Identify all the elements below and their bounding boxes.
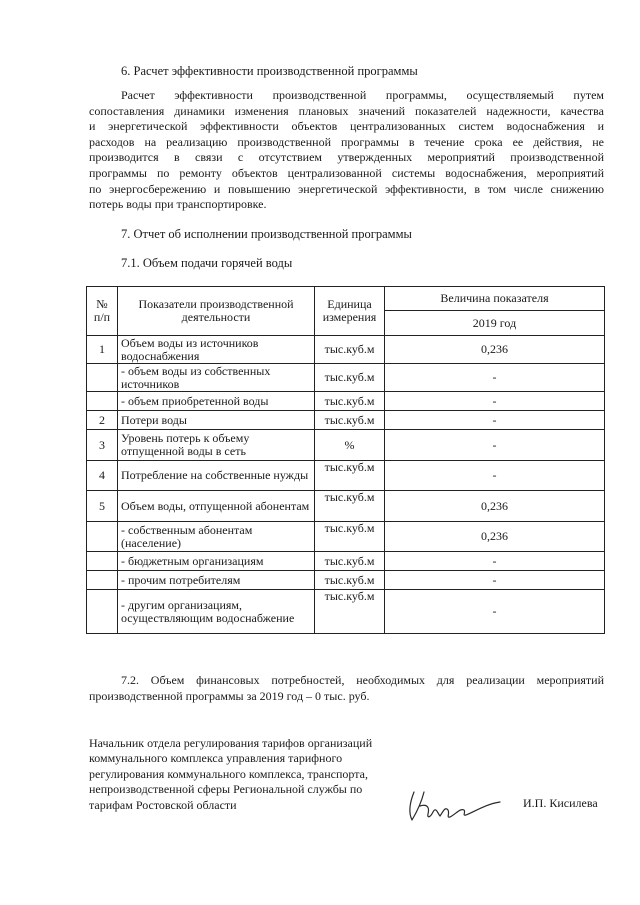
header-unit: Единица измерения: [315, 287, 385, 336]
row-indicator: Объем воды из источников водоснабжения: [118, 336, 315, 364]
header-value: Величина показателя: [385, 287, 605, 311]
paragraph-line: производится в связи с отсутствием утвержденных мероприятий производственной: [89, 150, 604, 165]
table-row: [87, 491, 605, 522]
header-num: № п/п: [87, 287, 118, 336]
row-num: [87, 590, 118, 634]
row-num: [87, 552, 118, 571]
row-unit: тыс.куб.м: [315, 461, 385, 491]
table-row: [87, 336, 605, 364]
paragraph-line: расходов на реализацию производственной программы в течение срока ее действия, не: [89, 134, 604, 149]
row-unit: тыс.куб.м: [315, 336, 385, 364]
table-row: [87, 430, 605, 461]
row-value: -: [385, 392, 605, 411]
table-row: [87, 571, 605, 590]
table-row: [87, 461, 605, 491]
row-unit: тыс.куб.м: [315, 522, 385, 552]
position-line: коммунального комплекса управления тарифного: [89, 751, 343, 766]
table-header-row: [87, 287, 605, 311]
position-line: регулирования коммунального комплекса, транспорта,: [89, 766, 368, 781]
row-unit: %: [315, 430, 385, 461]
row-num: [87, 364, 118, 392]
row-value: -: [385, 571, 605, 590]
row-unit: тыс.куб.м: [315, 392, 385, 411]
table-row: [87, 590, 605, 634]
row-indicator: Потребление на собственные нужды: [118, 461, 315, 491]
row-value: -: [385, 364, 605, 392]
row-value: -: [385, 590, 605, 634]
table-row: [87, 364, 605, 392]
signatory-position: [89, 736, 419, 813]
row-indicator: - собственным абонентам (население): [118, 522, 315, 552]
section-6-heading: 6. Расчет эффективности производственной программы: [121, 64, 418, 78]
header-year: 2019 год: [385, 311, 605, 336]
row-value: -: [385, 430, 605, 461]
position-line: непроизводственной сферы Региональной службы по: [89, 782, 363, 797]
table-row: [87, 522, 605, 552]
section-7-2-paragraph: [89, 673, 604, 704]
paragraph-line: и энергетической эффективности объектов централизованных систем водоснабжения и: [89, 119, 604, 134]
row-value: 0,236: [385, 522, 605, 552]
row-unit: тыс.куб.м: [315, 552, 385, 571]
section-6-paragraph: [89, 88, 604, 213]
table-row: [87, 552, 605, 571]
row-num: 2: [87, 411, 118, 430]
handwritten-signature: [400, 780, 510, 828]
row-indicator: Потери воды: [118, 411, 315, 430]
row-num: 1: [87, 336, 118, 364]
row-indicator: Объем воды, отпущенной абонентам: [118, 491, 315, 522]
position-line: Начальник отдела регулирования тарифов организаций: [89, 736, 373, 750]
row-indicator: - другим организациям, осуществляющим водоснабжение: [118, 590, 315, 634]
row-num: 5: [87, 491, 118, 522]
row-num: [87, 522, 118, 552]
row-value: -: [385, 411, 605, 430]
row-num: [87, 392, 118, 411]
row-unit: тыс.куб.м: [315, 491, 385, 522]
row-indicator: Уровень потерь к объему отпущенной воды в сеть: [118, 430, 315, 461]
header-indicator: Показатели производственной деятельности: [118, 287, 315, 336]
row-value: 0,236: [385, 491, 605, 522]
row-value: 0,236: [385, 336, 605, 364]
paragraph-line: Расчет эффективности производственной программы, осуществляемый путем: [121, 88, 604, 102]
row-unit: тыс.куб.м: [315, 411, 385, 430]
row-num: 4: [87, 461, 118, 491]
table-row: [87, 392, 605, 411]
row-num: [87, 571, 118, 590]
row-value: -: [385, 461, 605, 491]
paragraph-line: производственной программы за 2019 год – 0 тыс. руб.: [89, 688, 370, 703]
row-indicator: - бюджетным организациям: [118, 552, 315, 571]
section-7-1-heading: 7.1. Объем подачи горячей воды: [121, 256, 293, 270]
row-indicator: - прочим потребителям: [118, 571, 315, 590]
paragraph-line: сопоставления динамики изменения плановых значений показателей надежности, качества: [89, 103, 604, 118]
row-indicator: - объем воды из собственных источников: [118, 364, 315, 392]
paragraph-line: 7.2. Объем финансовых потребностей, необходимых для реализации мероприятий: [121, 673, 604, 687]
paragraph-line: по энергосбережению и повышению энергетической эффективности, в том числе снижению: [89, 181, 604, 196]
paragraph-line: потерь воды при транспортировке.: [89, 197, 267, 212]
paragraph-line: программы по ремонту объектов централизованной системы водоснабжения, мероприятий: [89, 165, 604, 180]
row-unit: тыс.куб.м: [315, 364, 385, 392]
signatory-name: И.П. Кисилева: [523, 796, 598, 810]
table-row: [87, 411, 605, 430]
position-line: тарифам Ростовской области: [89, 797, 237, 812]
row-unit: тыс.куб.м: [315, 590, 385, 634]
row-unit: тыс.куб.м: [315, 571, 385, 590]
section-7-heading: 7. Отчет об исполнении производственной программы: [121, 227, 412, 241]
row-indicator: - объем приобретенной воды: [118, 392, 315, 411]
row-value: -: [385, 552, 605, 571]
water-supply-table: [86, 286, 605, 634]
row-num: 3: [87, 430, 118, 461]
